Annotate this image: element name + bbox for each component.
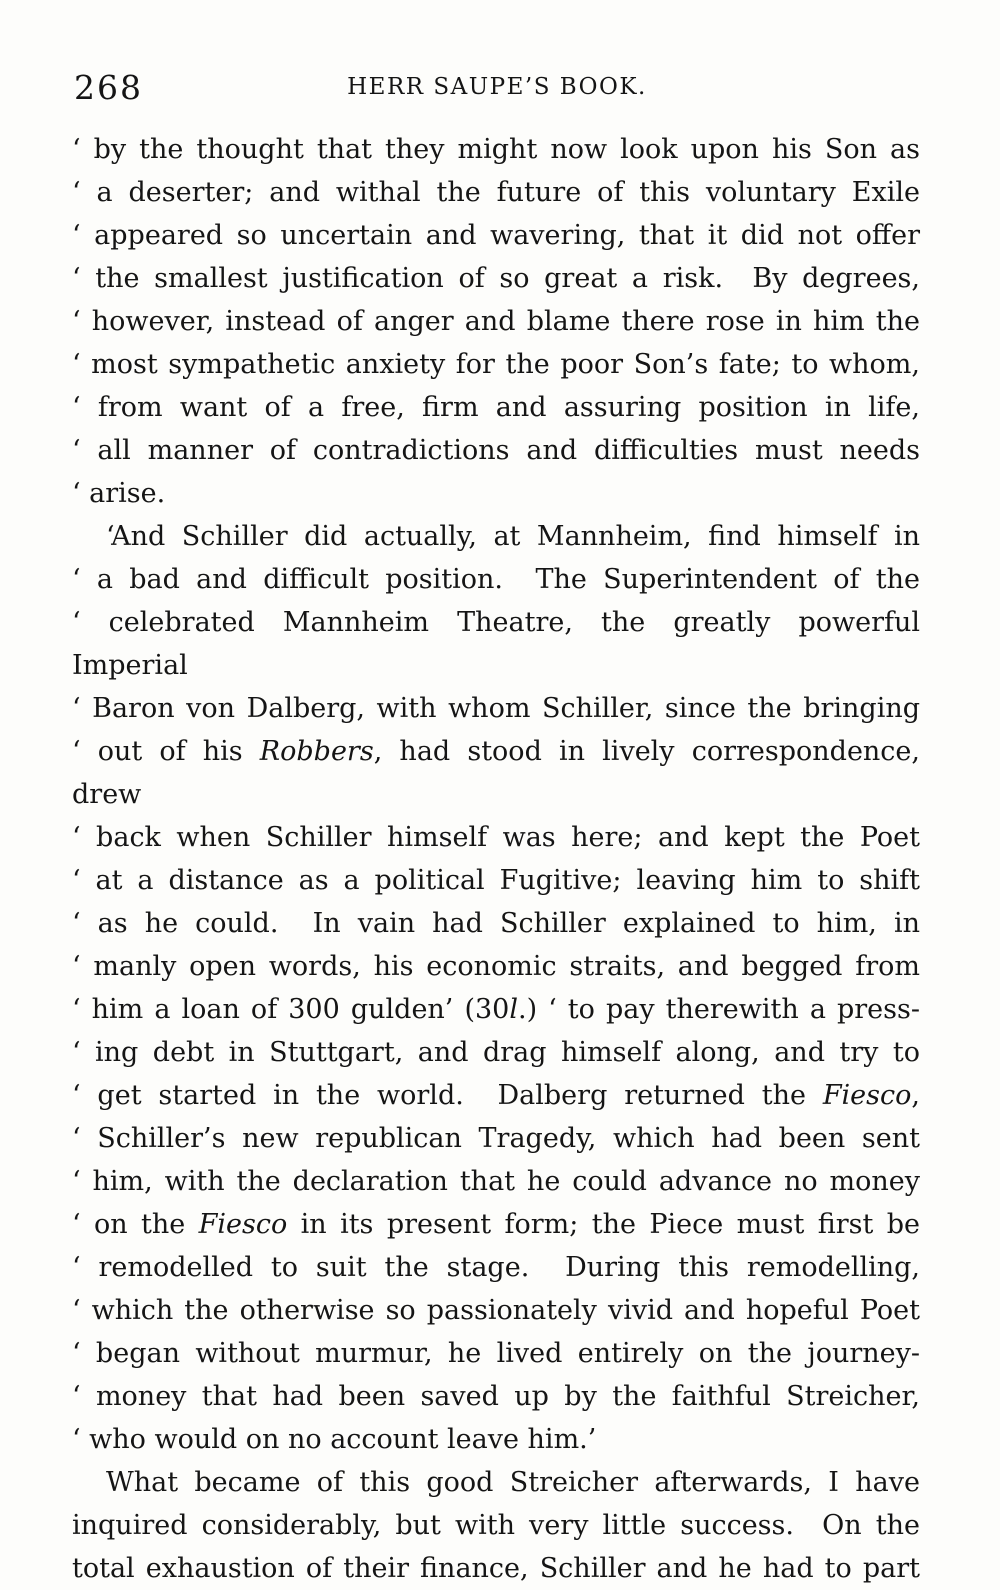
text-segment: , xyxy=(911,1080,920,1111)
text-segment: ‘ him a loan of 300 gulden’ (30 xyxy=(72,994,510,1025)
text-segment: ‘ Baron von Dalberg, with whom Schiller, since the bringing xyxy=(72,693,920,724)
text-segment: ‘ Schiller’s new republican Tragedy, which had been sent xyxy=(72,1123,920,1154)
text-segment: ‘ most sympathetic anxiety for the poor Son’s fate; to whom, xyxy=(72,349,920,380)
text-segment: ‘And Schiller did actually, at Mannheim, find himself in xyxy=(106,521,920,552)
italic-text-segment: Fiesco xyxy=(822,1080,912,1111)
text-line xyxy=(72,558,920,601)
text-line xyxy=(72,988,920,1031)
text-line xyxy=(72,1203,920,1246)
text-line xyxy=(72,343,920,386)
text-segment: ‘ the smallest justification of so great a risk. By degrees, xyxy=(72,263,920,294)
text-segment: ‘ as he could. In vain had Schiller explained to him, in xyxy=(72,908,920,939)
text-segment: ‘ however, instead of anger and blame there rose in him the xyxy=(72,306,920,337)
text-segment: ‘ remodelled to suit the stage. During this remodelling, xyxy=(72,1252,920,1283)
text-line xyxy=(72,687,920,730)
text-line xyxy=(72,1246,920,1289)
text-line xyxy=(72,1547,920,1590)
text-line xyxy=(72,1031,920,1074)
text-line xyxy=(72,429,920,472)
text-line xyxy=(72,1332,920,1375)
text-segment: ‘ out of his xyxy=(72,736,260,767)
text-segment: .) ‘ to pay therewith a press- xyxy=(517,994,920,1025)
text-line xyxy=(72,171,920,214)
text-segment: ‘ arise. xyxy=(72,478,166,509)
text-line xyxy=(72,945,920,988)
text-segment: ‘ who would on no account leave him.’ xyxy=(72,1424,597,1455)
text-line xyxy=(72,257,920,300)
text-segment: ‘ a bad and difficult position. The Superintendent of the xyxy=(72,564,920,595)
text-line xyxy=(72,601,920,687)
text-segment: ‘ on the xyxy=(72,1209,199,1240)
text-line xyxy=(72,1418,920,1461)
text-segment: ‘ him, with the declaration that he could advance no money xyxy=(72,1166,920,1197)
text-line xyxy=(72,300,920,343)
text-segment: ‘ a deserter; and withal the future of this voluntary Exile xyxy=(72,177,920,208)
text-line xyxy=(72,902,920,945)
text-segment: ‘ back when Schiller himself was here; and kept the Poet xyxy=(72,822,920,853)
text-segment: total exhaustion of their finance, Schiller and he had to part xyxy=(72,1553,920,1584)
italic-text-segment: Fiesco xyxy=(198,1209,288,1240)
italic-text-segment: Robbers xyxy=(259,736,374,767)
text-segment: ‘ appeared so uncertain and wavering, that it did not offer xyxy=(72,220,920,251)
text-line xyxy=(72,1117,920,1160)
text-segment: ‘ began without murmur, he lived entirely on the journey- xyxy=(72,1338,920,1369)
text-line xyxy=(72,1074,920,1117)
text-line xyxy=(72,859,920,902)
text-segment: ‘ which the otherwise so passionately vivid and hopeful Poet xyxy=(72,1295,920,1326)
text-line xyxy=(72,1160,920,1203)
text-segment: ‘ by the thought that they might now look upon his Son as xyxy=(72,134,920,165)
text-line xyxy=(72,1461,920,1504)
text-segment: ‘ celebrated Mannheim Theatre, the greatly powerful Imperial xyxy=(72,607,920,681)
text-line xyxy=(72,472,920,515)
text-segment: ‘ manly open words, his economic straits, and begged from xyxy=(72,951,920,982)
page-number: 268 xyxy=(74,68,143,107)
text-segment: ‘ money that had been saved up by the faithful Streicher, xyxy=(72,1381,920,1412)
text-segment: in its present form; the Piece must first be xyxy=(287,1209,920,1240)
running-head xyxy=(72,68,922,108)
text-line xyxy=(72,1504,920,1547)
italic-text-segment: l xyxy=(509,994,518,1025)
text-line xyxy=(72,730,920,816)
text-segment: ‘ at a distance as a political Fugitive; leaving him to shift xyxy=(72,865,920,896)
text-line xyxy=(72,1289,920,1332)
text-segment: ‘ from want of a free, firm and assuring position in life, xyxy=(72,392,920,423)
text-block xyxy=(72,128,920,1590)
text-segment: ‘ ing debt in Stuttgart, and drag himself along, and try to xyxy=(72,1037,920,1068)
text-line xyxy=(72,515,920,558)
text-line xyxy=(72,816,920,859)
running-header-title: HERR SAUPE’S BOOK. xyxy=(347,74,647,100)
text-line xyxy=(72,128,920,171)
text-segment: inquired considerably, but with very little success. On the xyxy=(72,1510,920,1541)
text-segment: ‘ get started in the world. Dalberg returned the xyxy=(72,1080,823,1111)
text-segment: ‘ all manner of contradictions and difficulties must needs xyxy=(72,435,920,466)
text-segment: , had stood in lively correspondence, drew xyxy=(72,736,920,810)
text-line xyxy=(72,1375,920,1418)
text-line xyxy=(72,386,920,429)
text-line xyxy=(72,214,920,257)
text-segment: What became of this good Streicher afterwards, I have xyxy=(106,1467,920,1498)
